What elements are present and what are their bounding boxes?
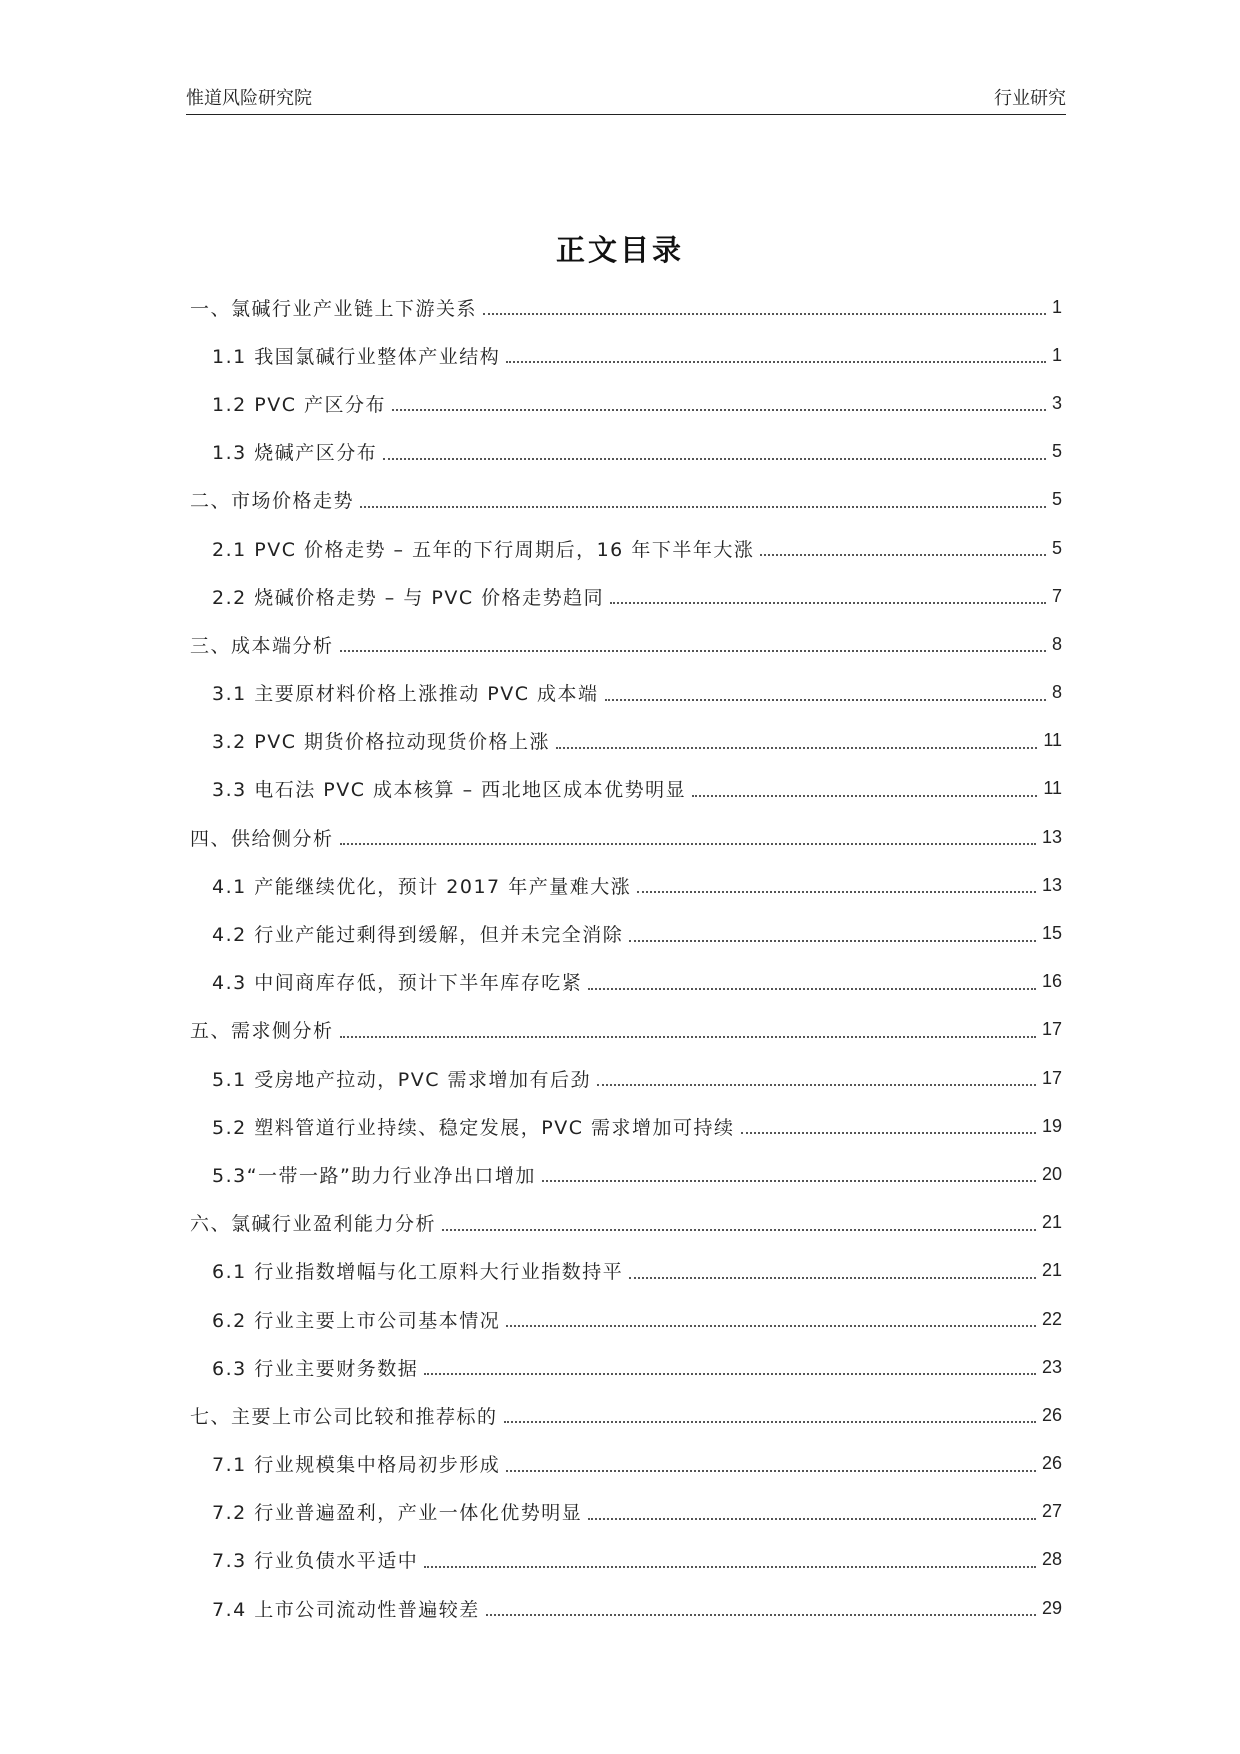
toc-dot-leader bbox=[392, 399, 1046, 411]
toc-dot-leader bbox=[506, 1460, 1036, 1472]
toc-dot-leader bbox=[340, 833, 1036, 845]
toc-entry-label: 6.3 行业主要财务数据 bbox=[212, 1357, 419, 1380]
toc-page-number: 22 bbox=[1041, 1308, 1062, 1329]
toc-entry-label: 7.2 行业普遍盈利，产业一体化优势明显 bbox=[212, 1502, 583, 1525]
toc-dot-leader bbox=[741, 1122, 1036, 1134]
toc-dot-leader bbox=[692, 785, 1037, 797]
toc-page-number: 17 bbox=[1041, 1067, 1062, 1088]
toc-entry-label: 一、氯碱行业产业链上下游关系 bbox=[190, 297, 478, 320]
toc-dot-leader bbox=[610, 592, 1046, 604]
toc-dot-leader bbox=[360, 496, 1046, 508]
toc-page-number: 3 bbox=[1051, 392, 1062, 413]
toc-dot-leader bbox=[637, 881, 1036, 893]
toc-entry-label: 2.1 PVC 价格走势 – 五年的下行周期后，16 年下半年大涨 bbox=[212, 538, 755, 561]
toc-section-entry[interactable] bbox=[190, 958, 1062, 1006]
toc-dot-leader bbox=[506, 351, 1046, 363]
toc-entry-label: 五、需求侧分析 bbox=[190, 1020, 334, 1043]
toc-dot-leader bbox=[629, 1267, 1036, 1279]
toc-chapter-entry[interactable] bbox=[190, 283, 1062, 331]
page-header bbox=[186, 84, 1066, 115]
toc-page-number: 16 bbox=[1041, 971, 1062, 992]
toc-section-entry[interactable] bbox=[190, 1440, 1062, 1488]
table-of-contents bbox=[190, 283, 1062, 1632]
toc-dot-leader bbox=[588, 978, 1036, 990]
toc-chapter-entry[interactable] bbox=[190, 1199, 1062, 1247]
header-org-name: 惟道风险研究院 bbox=[186, 88, 312, 109]
toc-page-number: 28 bbox=[1041, 1549, 1062, 1570]
toc-section-entry[interactable] bbox=[190, 765, 1062, 813]
toc-page-number: 11 bbox=[1043, 730, 1062, 751]
toc-page-number: 8 bbox=[1051, 633, 1062, 654]
toc-section-entry[interactable] bbox=[190, 1150, 1062, 1198]
toc-entry-label: 1.2 PVC 产区分布 bbox=[212, 393, 387, 416]
toc-page-number: 20 bbox=[1041, 1163, 1062, 1184]
toc-entry-label: 3.2 PVC 期货价格拉动现货价格上涨 bbox=[212, 731, 551, 754]
toc-entry-label: 6.1 行业指数增幅与化工原料大行业指数持平 bbox=[212, 1261, 624, 1284]
toc-entry-label: 六、氯碱行业盈利能力分析 bbox=[190, 1213, 437, 1236]
toc-section-entry[interactable] bbox=[190, 909, 1062, 957]
toc-dot-leader bbox=[506, 1315, 1036, 1327]
toc-dot-leader bbox=[424, 1556, 1036, 1568]
toc-page-number: 5 bbox=[1051, 441, 1062, 462]
toc-dot-leader bbox=[605, 689, 1046, 701]
toc-entry-label: 七、主要上市公司比较和推荐标的 bbox=[190, 1405, 498, 1428]
toc-page-number: 1 bbox=[1051, 296, 1062, 317]
toc-section-entry[interactable] bbox=[190, 861, 1062, 909]
toc-section-entry[interactable] bbox=[190, 1343, 1062, 1391]
toc-dot-leader bbox=[629, 930, 1036, 942]
header-category: 行业研究 bbox=[994, 88, 1066, 109]
toc-page-number: 21 bbox=[1041, 1212, 1062, 1233]
toc-entry-label: 四、供给侧分析 bbox=[190, 827, 334, 850]
toc-entry-label: 5.1 受房地产拉动，PVC 需求增加有后劲 bbox=[212, 1068, 592, 1091]
toc-dot-leader bbox=[442, 1219, 1036, 1231]
toc-chapter-entry[interactable] bbox=[190, 813, 1062, 861]
toc-page-number: 5 bbox=[1051, 537, 1062, 558]
toc-dot-leader bbox=[542, 1170, 1036, 1182]
toc-page-number: 1 bbox=[1051, 344, 1062, 365]
toc-page-number: 19 bbox=[1041, 1115, 1062, 1136]
toc-page-number: 8 bbox=[1051, 682, 1062, 703]
toc-section-entry[interactable] bbox=[190, 379, 1062, 427]
toc-page-number: 29 bbox=[1041, 1597, 1062, 1618]
toc-entry-label: 1.3 烧碱产区分布 bbox=[212, 442, 378, 465]
toc-page-number: 17 bbox=[1041, 1019, 1062, 1040]
toc-entry-label: 6.2 行业主要上市公司基本情况 bbox=[212, 1309, 501, 1332]
toc-section-entry[interactable] bbox=[190, 669, 1062, 717]
toc-entry-label: 4.1 产能继续优化，预计 2017 年产量难大涨 bbox=[212, 875, 632, 898]
toc-page-number: 15 bbox=[1041, 923, 1062, 944]
toc-dot-leader bbox=[424, 1363, 1036, 1375]
toc-page-number: 26 bbox=[1041, 1404, 1062, 1425]
toc-section-entry[interactable] bbox=[190, 1295, 1062, 1343]
toc-page-number: 26 bbox=[1041, 1453, 1062, 1474]
toc-entry-label: 5.2 塑料管道行业持续、稳定发展，PVC 需求增加可持续 bbox=[212, 1116, 735, 1139]
toc-entry-label: 7.4 上市公司流动性普遍较差 bbox=[212, 1598, 480, 1621]
toc-page-number: 21 bbox=[1041, 1260, 1062, 1281]
toc-section-entry[interactable] bbox=[190, 1247, 1062, 1295]
toc-entry-label: 三、成本端分析 bbox=[190, 634, 334, 657]
toc-dot-leader bbox=[486, 1604, 1036, 1616]
toc-entry-label: 5.3“一带一路”助力行业净出口增加 bbox=[212, 1164, 536, 1187]
toc-entry-label: 1.1 我国氯碱行业整体产业结构 bbox=[212, 345, 501, 368]
toc-entry-label: 7.1 行业规模集中格局初步形成 bbox=[212, 1454, 501, 1477]
toc-section-entry[interactable] bbox=[190, 1488, 1062, 1536]
toc-title: 正文目录 bbox=[555, 233, 684, 267]
toc-page-number: 11 bbox=[1043, 778, 1062, 799]
toc-page-number: 13 bbox=[1041, 826, 1062, 847]
toc-page-number: 5 bbox=[1051, 489, 1062, 510]
toc-entry-label: 3.1 主要原材料价格上涨推动 PVC 成本端 bbox=[212, 683, 599, 706]
toc-dot-leader bbox=[760, 544, 1046, 556]
toc-section-entry[interactable] bbox=[190, 1102, 1062, 1150]
toc-page-number: 13 bbox=[1041, 874, 1062, 895]
toc-section-entry[interactable] bbox=[190, 331, 1062, 379]
toc-section-entry[interactable] bbox=[190, 524, 1062, 572]
toc-page-number: 7 bbox=[1051, 585, 1062, 606]
toc-section-entry[interactable] bbox=[190, 717, 1062, 765]
toc-entry-label: 4.3 中间商库存低，预计下半年库存吃紧 bbox=[212, 972, 583, 995]
toc-page-number: 27 bbox=[1041, 1501, 1062, 1522]
toc-dot-leader bbox=[340, 640, 1046, 652]
toc-chapter-entry[interactable] bbox=[190, 1006, 1062, 1054]
toc-section-entry[interactable] bbox=[190, 1054, 1062, 1102]
toc-dot-leader bbox=[483, 303, 1046, 315]
toc-section-entry[interactable] bbox=[190, 428, 1062, 476]
toc-entry-label: 7.3 行业负债水平适中 bbox=[212, 1550, 419, 1573]
toc-dot-leader bbox=[383, 448, 1046, 460]
toc-page-number: 23 bbox=[1041, 1356, 1062, 1377]
toc-section-entry[interactable] bbox=[190, 1584, 1062, 1632]
toc-section-entry[interactable] bbox=[190, 1536, 1062, 1584]
toc-entry-label: 4.2 行业产能过剩得到缓解，但并未完全消除 bbox=[212, 924, 624, 947]
toc-chapter-entry[interactable] bbox=[190, 476, 1062, 524]
toc-entry-label: 3.3 电石法 PVC 成本核算 – 西北地区成本优势明显 bbox=[212, 779, 687, 802]
toc-section-entry[interactable] bbox=[190, 572, 1062, 620]
toc-chapter-entry[interactable] bbox=[190, 1391, 1062, 1439]
toc-entry-label: 2.2 烧碱价格走势 – 与 PVC 价格走势趋同 bbox=[212, 586, 605, 609]
toc-chapter-entry[interactable] bbox=[190, 620, 1062, 668]
toc-dot-leader bbox=[340, 1026, 1036, 1038]
toc-dot-leader bbox=[556, 737, 1037, 749]
toc-dot-leader bbox=[588, 1508, 1036, 1520]
toc-dot-leader bbox=[504, 1411, 1036, 1423]
toc-dot-leader bbox=[597, 1074, 1036, 1086]
toc-entry-label: 二、市场价格走势 bbox=[190, 490, 355, 513]
